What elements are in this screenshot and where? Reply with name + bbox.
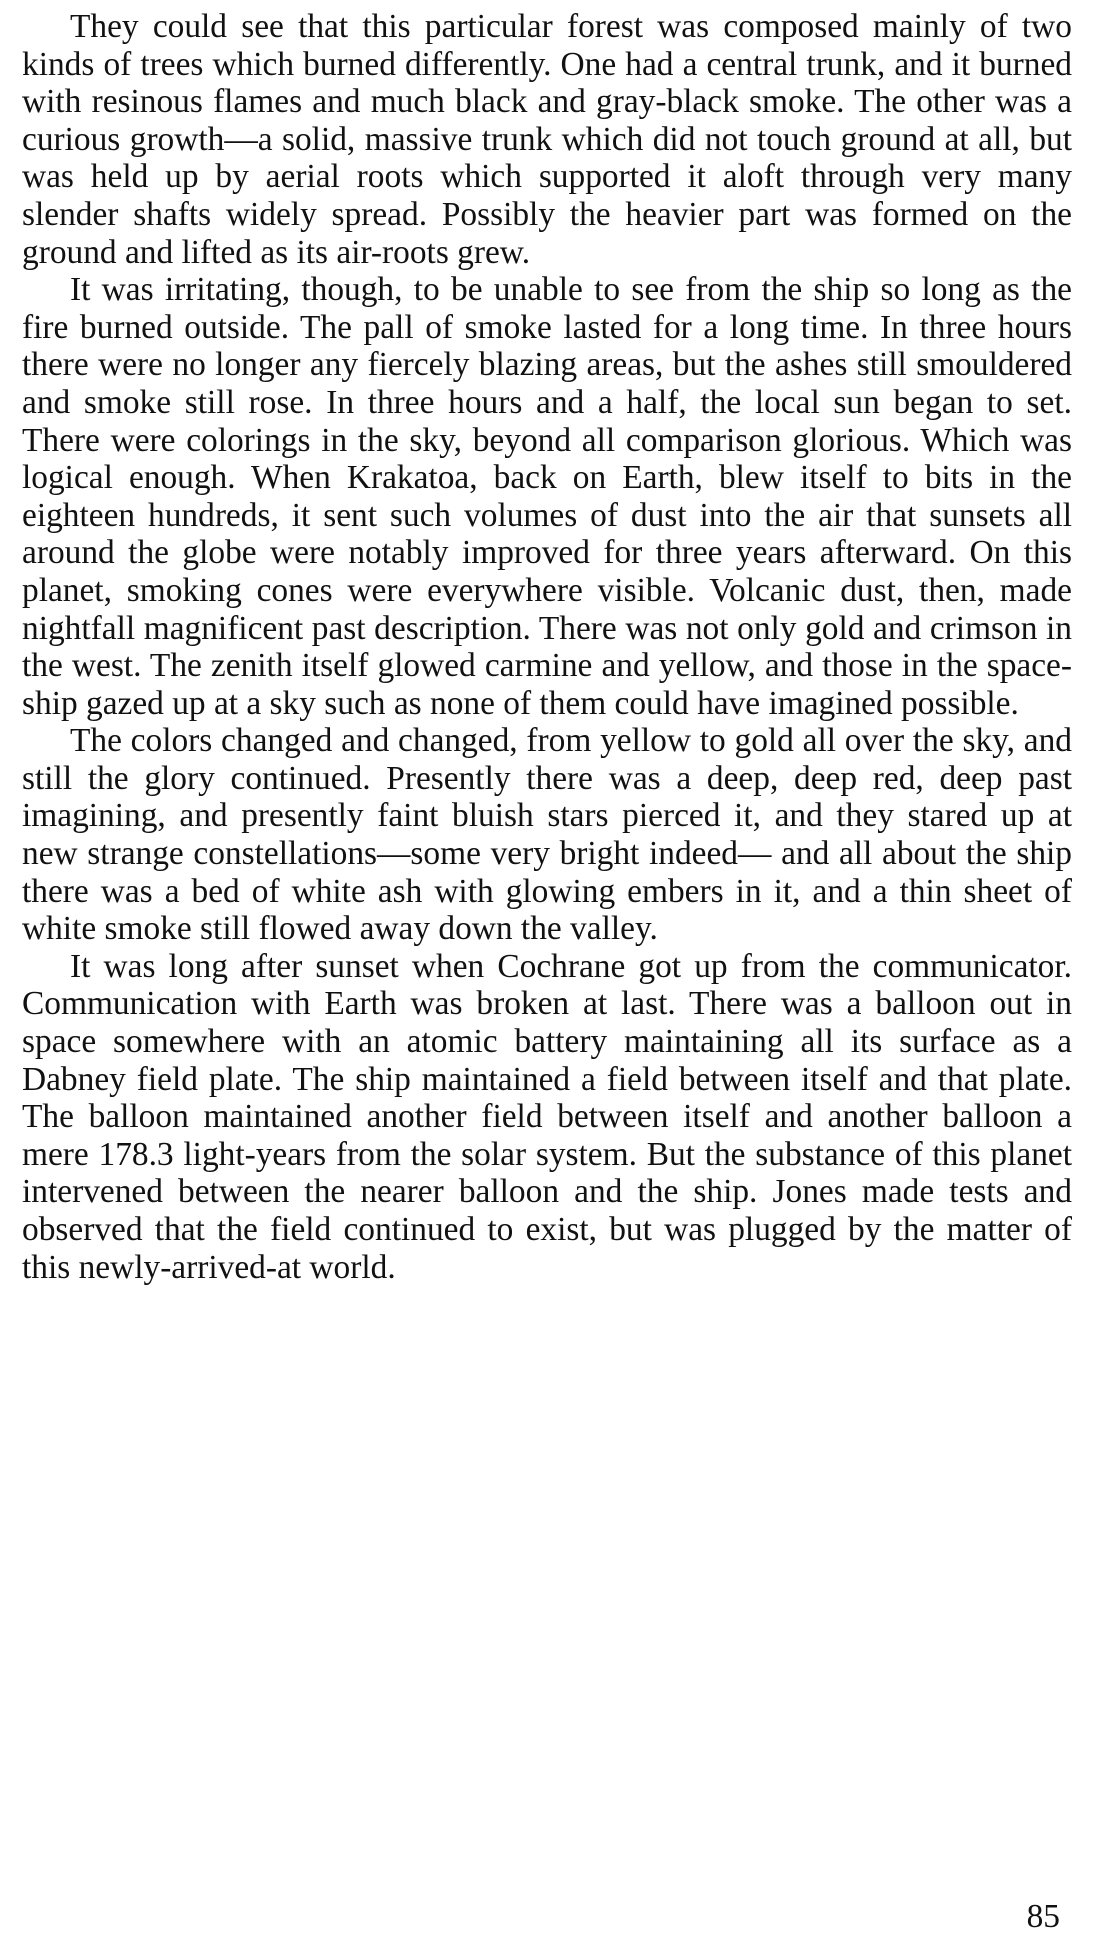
paragraph-sunset: It was irritating, though, to be unable to see from the ship so long as the fire burned outside. The pall of smoke lasted for a long time. In three hours there were no longer any fiercely blazing areas, but the ashes still smouldered and smoke still rose. In three hours and a half, the local sun began to set. There were colorings in the sky, beyond all comparison glorious. Which was logical enough. When Krakatoa, back on Earth, blew itself to bits in the eighteen hundreds, it sent such volumes of dust into the air that sunsets all around the globe were notably improved for three years afterward. On this planet, smoking cones were everywhere visible. Volcanic dust, then, made nightfall magnificent past description. There was not only gold and crimson in the west. The zenith itself glowed carmine and yellow, and those in the space-ship gazed up at a sky such as none of them could have imagined possible. (22, 271, 1072, 722)
paragraph-communicator: It was long after sunset when Cochrane got up from the communicator. Communication with Earth was broken at last. There was a balloon out in space somewhere with an atomic battery maintaining all its surface as a Dabney field plate. The ship maintained a field between itself and that plate. The balloon maintained another field between itself and another balloon a mere 178.3 light-years from the solar system. But the substance of this planet intervened between the nearer balloon and the ship. Jones made tests and observed that the field continued to exist, but was plugged by the matter of this newly-arrived-at world. (22, 947, 1072, 1286)
paragraph-colors: The colors changed and changed, from yellow to gold all over the sky, and still the glory continued. Presently there was a deep, deep red, deep past imagining, and presently faint bluish stars pierced it, and they stared up at new strange constellations—some very bright indeed— and all about the ship there was a bed of white ash with glowing embers in it, and a thin sheet of white smoke still flowed away down the valley. (22, 722, 1072, 948)
page-number: 85 (1026, 1898, 1060, 1935)
book-page (22, 8, 1072, 1286)
paragraph-forest: They could see that this particular forest was composed mainly of two kinds of trees which burned differently. One had a central trunk, and it burned with resinous flames and much black and gray-black smoke. The other was a curious growth—a solid, massive trunk which did not touch ground at all, but was held up by aerial roots which supported it aloft through very many slender shafts widely spread. Possibly the heavier part was formed on the ground and lifted as its air-roots grew. (22, 8, 1072, 271)
